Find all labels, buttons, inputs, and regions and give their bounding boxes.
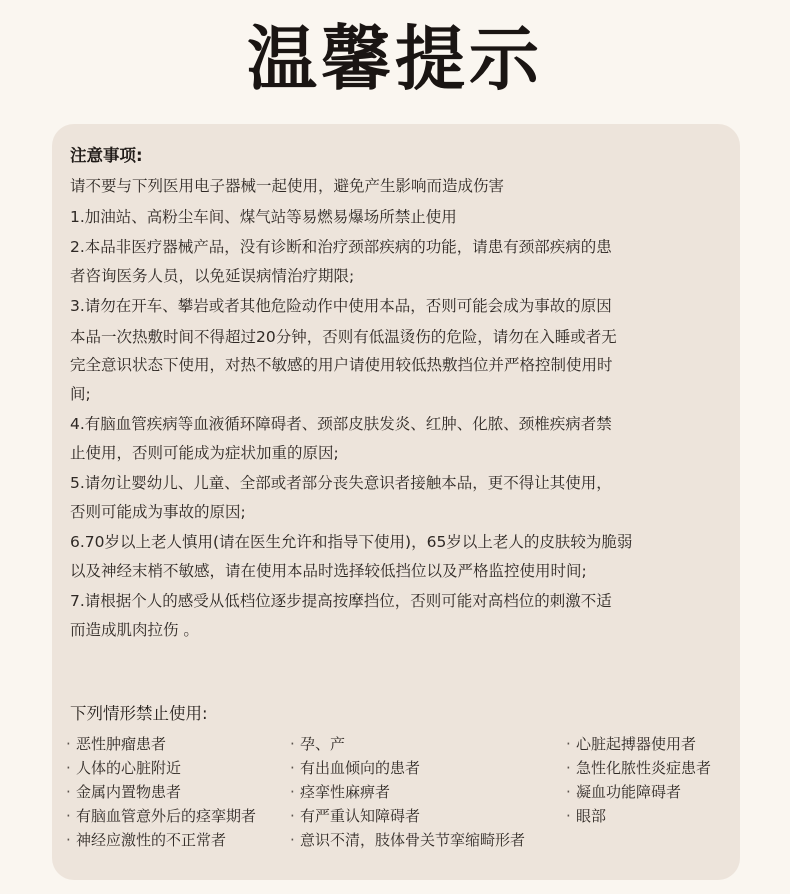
list-item: [66, 780, 256, 804]
list-item-label: 有严重认知障碍者: [300, 807, 421, 825]
bullet-icon: ·: [566, 759, 571, 777]
list-item: [290, 756, 525, 780]
bullet-icon: ·: [566, 783, 571, 801]
list-item: [290, 804, 525, 828]
list-item: [290, 780, 525, 804]
precaution-line: 4.有脑血管疾病等血液循环障碍者、颈部皮肤发炎、红肿、化脓、颈椎疾病者禁: [70, 415, 612, 433]
precaution-line: 否则可能成为事故的原因;: [70, 502, 246, 521]
precaution-line: 间;: [70, 384, 91, 403]
precaution-line: 6.70岁以上老人慎用(请在医生允许和指导下使用)，65岁以上老人的皮肤较为脆弱: [70, 533, 633, 551]
list-item-label: 有脑血管意外后的痉挛期者: [76, 807, 257, 825]
list-item: [290, 828, 525, 852]
list-item: [290, 732, 525, 756]
list-item-label: 神经应激性的不正常者: [76, 831, 227, 849]
precautions-list: [70, 172, 720, 644]
list-item: [66, 828, 256, 852]
forbidden-column-2: [290, 732, 525, 852]
list-item: [566, 732, 711, 756]
bullet-icon: ·: [290, 831, 295, 849]
list-item-label: 痉挛性麻痹者: [300, 783, 391, 801]
forbidden-grid: [66, 732, 736, 862]
list-item-label: 人体的心脏附近: [76, 759, 182, 777]
precaution-line: 3.请勿在开车、攀岩或者其他危险动作中使用本品，否则可能会成为事故的原因: [70, 297, 612, 315]
bullet-icon: ·: [566, 807, 571, 825]
list-item-label: 凝血功能障碍者: [576, 783, 682, 801]
forbidden-column-1: [66, 732, 256, 852]
list-item-label: 心脏起搏器使用者: [576, 735, 697, 753]
precaution-line: 以及神经末梢不敏感，请在使用本品时选择较低挡位以及严格监控使用时间;: [70, 561, 587, 580]
precaution-line: 本品一次热敷时间不得超过20分钟，否则有低温烫伤的危险，请勿在入睡或者无: [70, 327, 617, 346]
precaution-line: 请不要与下列医用电子器械一起使用，避免产生影响而造成伤害: [70, 177, 505, 195]
list-item-label: 意识不清，肢体骨关节挛缩畸形者: [300, 831, 526, 849]
precaution-line: 止使用，否则可能成为症状加重的原因;: [70, 443, 339, 462]
forbidden-heading: 下列情形禁止使用:: [70, 704, 208, 723]
precaution-line: 1.加油站、高粉尘车间、煤气站等易燃易爆场所禁止使用: [70, 207, 457, 226]
precaution-line: 2.本品非医疗器械产品，没有诊断和治疗颈部疾病的功能，请患有颈部疾病的患: [70, 238, 612, 256]
list-item-label: 金属内置物患者: [76, 783, 182, 801]
precaution-line: 者咨询医务人员，以免延误病情治疗期限;: [70, 266, 355, 285]
bullet-icon: ·: [566, 735, 571, 753]
list-item: [566, 804, 711, 828]
bullet-icon: ·: [290, 735, 295, 753]
bullet-icon: ·: [66, 735, 71, 753]
precaution-line: 5.请勿让婴幼儿、儿童、全部或者部分丧失意识者接触本品，更不得让其使用，: [70, 474, 612, 492]
bullet-icon: ·: [66, 783, 71, 801]
bullet-icon: ·: [290, 807, 295, 825]
bullet-icon: ·: [290, 783, 295, 801]
precaution-line: 完全意识状态下使用，对热不敏感的用户请使用较低热敷挡位并严格控制使用时: [70, 356, 613, 374]
bullet-icon: ·: [66, 831, 71, 849]
precaution-line: 而造成肌肉拉伤 。: [70, 620, 199, 639]
bullet-icon: ·: [66, 759, 71, 777]
list-item: [566, 756, 711, 780]
precautions-heading: 注意事项:: [70, 146, 143, 165]
list-item: [566, 780, 711, 804]
page-title: 温馨提示: [247, 18, 543, 100]
list-item: [66, 732, 256, 756]
list-item: [66, 804, 256, 828]
bullet-icon: ·: [290, 759, 295, 777]
list-item-label: 孕、产: [300, 735, 346, 753]
forbidden-column-3: [566, 732, 711, 828]
list-item-label: 眼部: [576, 807, 607, 825]
precaution-line: 7.请根据个人的感受从低档位逐步提高按摩挡位，否则可能对高档位的刺激不适: [70, 592, 612, 610]
list-item-label: 有出血倾向的患者: [300, 759, 421, 777]
list-item-label: 急性化脓性炎症患者: [576, 759, 712, 777]
bullet-icon: ·: [66, 807, 71, 825]
list-item: [66, 756, 256, 780]
list-item-label: 恶性肿瘤患者: [76, 735, 167, 753]
